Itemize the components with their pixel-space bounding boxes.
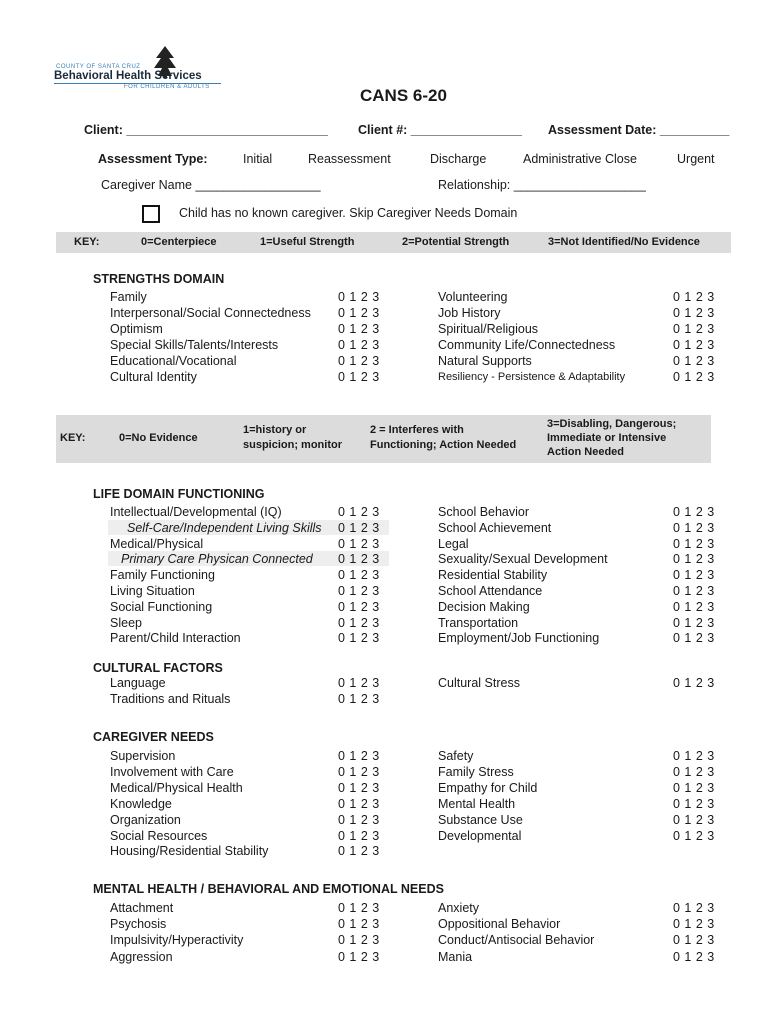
type-discharge-option[interactable]: Discharge (430, 152, 487, 166)
life-item-label: Residential Stability (438, 568, 548, 583)
type-urgent-option[interactable]: Urgent (677, 152, 715, 166)
strengths-rating-scale[interactable]: 0 1 2 3 (338, 290, 380, 304)
life-rating-scale[interactable]: 0 1 2 3 (673, 536, 715, 551)
mental-item-label: Conduct/Antisocial Behavior (438, 933, 595, 948)
key1-item-1: 1=Useful Strength (260, 236, 355, 248)
life-item-label: Intellectual/Developmental (IQ) (110, 505, 282, 519)
life-rating-scale[interactable]: 0 1 2 3 (673, 599, 715, 614)
strengths-rating-scale[interactable]: 0 1 2 3 (673, 290, 715, 304)
life-item-label: Employment/Job Functioning (438, 631, 600, 646)
life-item-label: Sleep (110, 615, 142, 630)
strengths-rating-scale[interactable]: 0 1 2 3 (338, 354, 380, 368)
caregiver-rating-scale[interactable]: 0 1 2 3 (338, 828, 380, 843)
strengths-item-label: Resiliency - Persistence & Adaptability (438, 371, 626, 383)
caregiver-rating-scale[interactable]: 0 1 2 3 (338, 844, 380, 859)
strengths-item-label: Cultural Identity (110, 370, 197, 384)
caregiver-rating-scale[interactable]: 0 1 2 3 (338, 780, 380, 795)
strengths-rating-scale[interactable]: 0 1 2 3 (338, 370, 380, 384)
life-item-label: Parent/Child Interaction (110, 631, 241, 646)
logo-county-text: COUNTY OF SANTA CRUZ (56, 64, 141, 70)
life-item-label: School Attendance (438, 584, 543, 598)
life-rating-scale[interactable]: 0 1 2 3 (338, 552, 380, 567)
life-rating-scale[interactable]: 0 1 2 3 (338, 536, 380, 551)
strengths-rating-scale[interactable]: 0 1 2 3 (338, 322, 380, 336)
caregiver-item-label: Knowledge (110, 796, 172, 811)
mental-item-label: Attachment (110, 901, 174, 915)
life-item-label: School Behavior (438, 505, 530, 519)
life-rating-scale[interactable]: 0 1 2 3 (673, 552, 715, 567)
life-rating-scale[interactable]: 0 1 2 3 (338, 599, 380, 614)
life-section-title: LIFE DOMAIN FUNCTIONING (93, 487, 265, 501)
key2-item-0: 0=No Evidence (119, 432, 198, 444)
caregiver-rating-scale[interactable]: 0 1 2 3 (338, 764, 380, 779)
strengths-item-label: Natural Supports (438, 354, 532, 368)
life-rating-scale[interactable]: 0 1 2 3 (338, 520, 380, 535)
life-rating-scale[interactable]: 0 1 2 3 (338, 584, 380, 598)
caregiver-item-label: Empathy for Child (438, 780, 538, 795)
caregiver-rating-scale[interactable]: 0 1 2 3 (673, 780, 715, 795)
life-rating-scale[interactable]: 0 1 2 3 (673, 584, 715, 598)
caregiver-name-field[interactable]: Caregiver Name __________________ (101, 178, 321, 192)
caregiver-item-label: Safety (438, 749, 474, 763)
strengths-section-title: STRENGTHS DOMAIN (93, 272, 225, 286)
caregiver-rating-scale[interactable]: 0 1 2 3 (673, 828, 715, 843)
key1-label: KEY: (74, 236, 100, 248)
mental-rating-scale[interactable]: 0 1 2 3 (673, 901, 715, 915)
strengths-rating-scale[interactable]: 0 1 2 3 (673, 322, 715, 336)
life-rating-scale[interactable]: 0 1 2 3 (673, 631, 715, 646)
life-rating-scale[interactable]: 0 1 2 3 (338, 505, 380, 519)
key1-item-3: 3=Not Identified/No Evidence (548, 236, 700, 248)
strengths-item-label: Spiritual/Religious (438, 322, 539, 336)
mental-rating-scale[interactable]: 0 1 2 3 (673, 933, 715, 948)
strengths-rating-scale[interactable]: 0 1 2 3 (673, 354, 715, 368)
strengths-rating-scale[interactable]: 0 1 2 3 (338, 306, 380, 320)
caregiver-rating-scale[interactable]: 0 1 2 3 (673, 812, 715, 827)
mental-item-label: Anxiety (438, 901, 479, 915)
page-title: CANS 6-20 (360, 86, 447, 105)
strengths-item-label: Job History (438, 306, 501, 320)
strengths-rating-scale[interactable]: 0 1 2 3 (673, 370, 715, 384)
caregiver-section-title: CAREGIVER NEEDS (93, 730, 214, 744)
cultural-rating-scale[interactable]: 0 1 2 3 (338, 691, 380, 706)
caregiver-item-label: Supervision (110, 749, 176, 763)
strengths-item-label: Community Life/Connectedness (438, 338, 616, 352)
key2-item-3-line1: 3=Disabling, Dangerous; (547, 418, 677, 430)
mental-rating-scale[interactable]: 0 1 2 3 (673, 949, 715, 964)
strengths-rating-scale[interactable]: 0 1 2 3 (673, 338, 715, 352)
mental-rating-scale[interactable]: 0 1 2 3 (338, 901, 380, 915)
mental-item-label: Oppositional Behavior (438, 917, 561, 932)
cultural-item-label: Traditions and Rituals (110, 691, 231, 706)
caregiver-item-label: Housing/Residential Stability (110, 844, 269, 859)
key2-item-1-line2: suspicion; monitor (243, 439, 342, 451)
cultural-item-label: Cultural Stress (438, 676, 520, 690)
logo-tagline-text: FOR CHILDREN & ADULTS (124, 84, 210, 90)
key1-item-0: 0=Centerpiece (141, 236, 217, 248)
life-item-label: Sexuality/Sexual Development (438, 552, 608, 567)
cultural-rating-scale[interactable]: 0 1 2 3 (673, 676, 715, 690)
mental-item-label: Mania (438, 949, 473, 964)
caregiver-rating-scale[interactable]: 0 1 2 3 (673, 749, 715, 763)
strengths-item-label: Interpersonal/Social Connectedness (110, 306, 311, 320)
caregiver-rating-scale[interactable]: 0 1 2 3 (673, 764, 715, 779)
client-number-field[interactable]: Client #: ________________ (358, 123, 523, 137)
strengths-rating-scale[interactable]: 0 1 2 3 (338, 338, 380, 352)
caregiver-item-label: Substance Use (438, 812, 523, 827)
life-rating-scale[interactable]: 0 1 2 3 (338, 631, 380, 646)
cultural-section-title: CULTURAL FACTORS (93, 661, 223, 675)
strengths-rating-scale[interactable]: 0 1 2 3 (673, 306, 715, 320)
key2-label: KEY: (60, 432, 86, 444)
life-rating-scale[interactable]: 0 1 2 3 (673, 568, 715, 583)
caregiver-rating-scale[interactable]: 0 1 2 3 (338, 749, 380, 763)
caregiver-item-label: Medical/Physical Health (110, 780, 243, 795)
mental-rating-scale[interactable]: 0 1 2 3 (338, 917, 380, 932)
type-administrative-close-option[interactable]: Administrative Close (523, 152, 637, 166)
caregiver-rating-scale[interactable]: 0 1 2 3 (673, 796, 715, 811)
assessment-type-label: Assessment Type: (98, 152, 208, 166)
life-item-label: Medical/Physical (110, 536, 204, 551)
life-item-label: Self-Care/Independent Living Skills (127, 520, 322, 535)
relationship-field[interactable]: Relationship: ___________________ (438, 178, 646, 192)
assessment-date-field[interactable]: Assessment Date: __________ (548, 123, 730, 137)
life-item-label: School Achievement (438, 520, 552, 535)
life-item-label: Living Situation (110, 584, 195, 598)
caregiver-rating-scale[interactable]: 0 1 2 3 (338, 812, 380, 827)
caregiver-item-label: Family Stress (438, 764, 514, 779)
strengths-item-label: Optimism (110, 322, 163, 336)
life-rating-scale[interactable]: 0 1 2 3 (673, 505, 715, 519)
no-caregiver-label: Child has no known caregiver. Skip Caregiver Needs Domain (179, 206, 518, 220)
key2-item-1-line1: 1=history or (243, 424, 307, 436)
life-rating-scale[interactable]: 0 1 2 3 (338, 568, 380, 583)
caregiver-item-label: Developmental (438, 828, 522, 843)
mental-item-label: Impulsivity/Hyperactivity (110, 933, 244, 948)
cultural-item-label: Language (110, 676, 166, 690)
mental-rating-scale[interactable]: 0 1 2 3 (338, 949, 380, 964)
key1-item-2: 2=Potential Strength (402, 236, 510, 248)
mental-rating-scale[interactable]: 0 1 2 3 (673, 917, 715, 932)
caregiver-rating-scale[interactable]: 0 1 2 3 (338, 796, 380, 811)
cultural-rating-scale[interactable]: 0 1 2 3 (338, 676, 380, 690)
strengths-item-label: Special Skills/Talents/Interests (110, 338, 279, 352)
life-item-label: Social Functioning (110, 599, 213, 614)
caregiver-item-label: Involvement with Care (110, 764, 234, 779)
life-item-label: Decision Making (438, 599, 530, 614)
key2-item-3-line3: Action Needed (547, 446, 625, 458)
life-rating-scale[interactable]: 0 1 2 3 (673, 615, 715, 630)
mental-item-label: Psychosis (110, 917, 167, 932)
type-reassessment-option[interactable]: Reassessment (308, 152, 391, 166)
strengths-item-label: Volunteering (438, 290, 508, 304)
life-item-label: Primary Care Physican Connected (121, 552, 313, 567)
strengths-item-label: Educational/Vocational (110, 354, 237, 368)
life-rating-scale[interactable]: 0 1 2 3 (338, 615, 380, 630)
caregiver-item-label: Mental Health (438, 796, 516, 811)
type-initial-option[interactable]: Initial (243, 152, 273, 166)
client-field[interactable]: Client: _____________________________ (84, 123, 328, 137)
life-item-label: Family Functioning (110, 568, 215, 583)
key2-item-2-line1: 2 = Interferes with (370, 424, 464, 436)
key2-item-3-line2: Immediate or Intensive (547, 432, 667, 444)
life-item-label: Transportation (438, 615, 519, 630)
mental-section-title: MENTAL HEALTH / BEHAVIORAL AND EMOTIONAL NEEDS (93, 882, 444, 896)
key2-item-2-line2: Functioning; Action Needed (370, 439, 517, 451)
mental-rating-scale[interactable]: 0 1 2 3 (338, 933, 380, 948)
caregiver-item-label: Social Resources (110, 828, 208, 843)
life-item-label: Legal (438, 536, 469, 551)
life-rating-scale[interactable]: 0 1 2 3 (673, 520, 715, 535)
caregiver-item-label: Organization (110, 812, 181, 827)
logo-main-text: Behavioral Health Services (54, 70, 202, 82)
mental-item-label: Aggression (110, 949, 173, 964)
no-caregiver-checkbox[interactable] (142, 205, 160, 223)
strengths-item-label: Family (110, 290, 147, 304)
